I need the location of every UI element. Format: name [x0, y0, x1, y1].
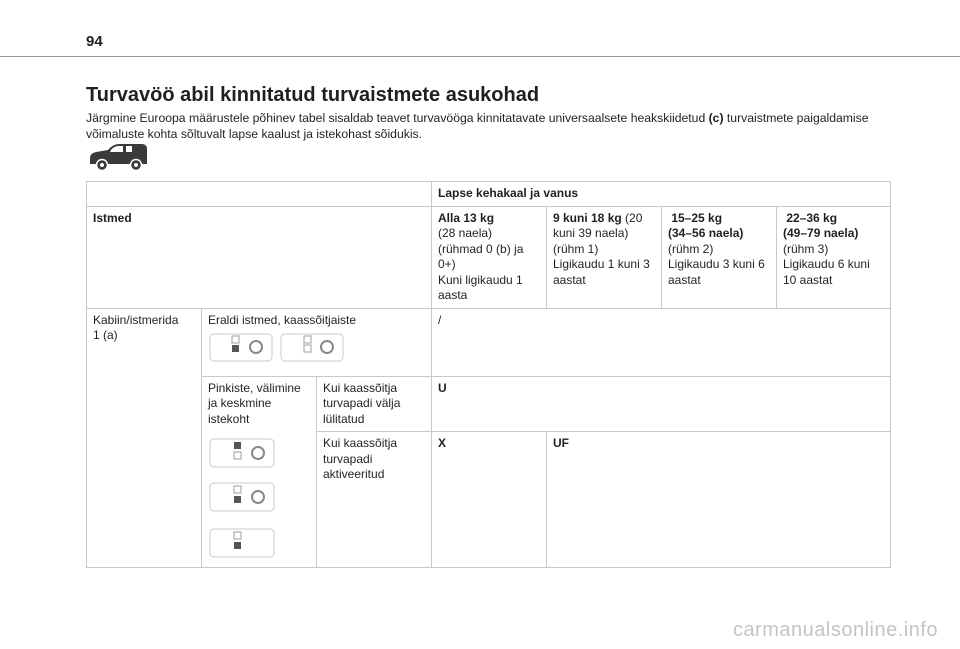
- bench-line: istekoht: [208, 411, 250, 426]
- page-title: Turvavöö abil kinnitatud turvaistmete asukohad: [86, 84, 540, 106]
- airbag-on-value-groups-1-3: UF: [547, 432, 891, 568]
- group-2-line: aastat: [668, 272, 701, 287]
- weight-age-header: Lapse kehakaal ja vanus: [432, 182, 891, 207]
- intro-paragraph: [86, 110, 886, 142]
- intro-text-start: Järgmine Euroopa määrustele põhinev tabel sisaldab teavet turvavööga kinnitatavate universaalsete heakskiidetud: [86, 111, 709, 125]
- cabin-line: Kabiin/istmerida: [93, 312, 179, 327]
- group-3-weight-lbs: (49–79 naela): [783, 226, 859, 240]
- airbag-off-row: [87, 376, 891, 432]
- airbag-on-line: turvapadi: [323, 451, 373, 466]
- group-0-line: (28 naela): [438, 226, 493, 240]
- airbag-on-line: Kui kaassõitja: [323, 436, 398, 450]
- seats-header: Istmed: [87, 206, 432, 308]
- intro-text-end: turvaistmete paigaldamise võimaluste kohta sõltuvalt lapse kaalust ja istekohast sõidukis.: [86, 111, 869, 141]
- group-3-line: 10 aastat: [783, 272, 833, 287]
- group-2-weight: 15–25 kg: [668, 210, 723, 225]
- airbag-off-cell: [317, 376, 432, 432]
- group-3-line: Ligikaudu 6 kuni: [783, 257, 870, 271]
- group-1-weight-tail: (20: [621, 210, 643, 225]
- separate-seats-row: [87, 308, 891, 376]
- group-3-cell: [777, 206, 891, 308]
- cabin-line: 1 (a): [93, 328, 118, 342]
- bench-line: ja keskmine: [208, 396, 272, 410]
- child-seat-table: [86, 181, 891, 568]
- group-1-weight: 9 kuni 18 kg: [553, 210, 622, 225]
- group-1-line: (rühm 1): [553, 241, 599, 256]
- airbag-off-value: U: [432, 376, 891, 432]
- bench-seat-diagrams-icon: [208, 437, 280, 561]
- intro-bold-marker: (c): [708, 111, 724, 125]
- airbag-on-value-group-0: X: [432, 432, 547, 568]
- airbag-off-line: lülitatud: [323, 411, 365, 426]
- page-number: 94: [86, 33, 103, 50]
- group-2-cell: [662, 206, 777, 308]
- group-0-line: aasta: [438, 288, 468, 302]
- group-0-line: 0+): [438, 257, 456, 271]
- bench-line: Pinkiste, välimine: [208, 380, 301, 395]
- airbag-on-cell: [317, 432, 432, 568]
- cabin-cell: [87, 308, 202, 568]
- group-row: [87, 206, 891, 308]
- empty-header-cell: [87, 182, 432, 207]
- watermark: carmanualsonline.info: [732, 619, 938, 641]
- group-1-cell: [547, 206, 662, 308]
- header-row: [87, 182, 891, 207]
- airbag-off-line: Kui kaassõitja: [323, 380, 398, 395]
- group-2-line: (rühm 2): [668, 241, 714, 256]
- group-2-line: Ligikaudu 3 kuni 6: [668, 257, 765, 271]
- airbag-off-line: turvapadi välja: [323, 396, 401, 410]
- header-rule: [0, 56, 960, 57]
- group-0-line: Kuni ligikaudu 1: [438, 272, 523, 287]
- group-1-line: Ligikaudu 1 kuni 3: [553, 257, 650, 271]
- group-3-line: (rühm 3): [783, 241, 829, 256]
- group-1-line: aastat: [553, 272, 586, 287]
- airbag-on-line: aktiveeritud: [323, 467, 385, 481]
- group-3-weight: 22–36 kg: [783, 210, 838, 225]
- van-icon: [87, 143, 149, 173]
- separate-seats-diagram-icon: [208, 332, 348, 364]
- separate-seats-label: Eraldi istmed, kaassõitjaiste: [208, 312, 357, 327]
- group-0-cell: [432, 206, 547, 308]
- group-0-weight: Alla 13 kg: [438, 210, 495, 225]
- group-2-weight-lbs: (34–56 naela): [668, 226, 744, 240]
- group-1-line: kuni 39 naela): [553, 226, 629, 240]
- group-0-line: (rühmad 0 (b) ja: [438, 241, 524, 256]
- separate-seats-value: /: [432, 308, 891, 376]
- bench-cell: [202, 376, 317, 568]
- separate-seats-cell: [202, 308, 432, 376]
